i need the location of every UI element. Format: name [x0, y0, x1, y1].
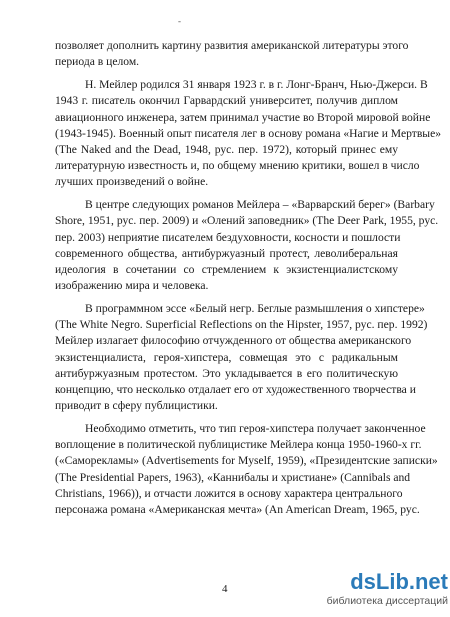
text-line: воплощение в политической публицистике Мейлера конца 1950-1960-х гг. [55, 438, 422, 452]
text-line: персонажа романа «Американская мечта» (An American Dream, 1965, рус. [55, 502, 420, 516]
text-line: идеология в сочетании со стремлением к экзистенциалистскому [55, 262, 398, 276]
text-line: (The Presidential Papers, 1963), «Каннибалы и христиане» (Cannibals and [55, 470, 411, 484]
text-line: Shore, 1951, рус. пер. 2009) и «Олений заповедник» (The Deer Park, 1955, рус. [55, 214, 439, 228]
paragraph-gap [55, 294, 398, 301]
text-line: приводит в сферу публицистики. [55, 398, 218, 412]
paragraph-gap [55, 414, 398, 421]
text-line: антибуржуазным протестом. Это укладывается в его политическую [55, 366, 398, 380]
text-line: авиационного инженера, затем принимал участие во Второй мировой войне [55, 110, 431, 124]
text-line: («Саморекламы» (Advertisements for Myself, 1959), «Президентские записки» [55, 454, 438, 468]
text-line: Christians, 1966)), и отчасти ложится в основу характера центрального [55, 486, 403, 500]
paragraph-gap [55, 190, 398, 197]
body-text [55, 38, 442, 518]
text-line: (The White Negro. Superficial Reflections on the Hipster, 1957, рус. пер. 1992) [55, 318, 428, 332]
text-line: концепцию, что несколько отдалает его от художественного творчества и [55, 382, 416, 396]
text-line: периода в целом. [55, 55, 140, 69]
text-line: пер. 2003) неприятие писателем бездуховности, косности и пошлости [55, 230, 401, 244]
text-line: Необходимо отметить, что тип героя-хипстера получает законченное [85, 422, 426, 436]
text-line: (The Naked and the Dead, 1948, рус. пер. 1972), который принес ему [55, 142, 398, 156]
text-line: В программном эссе «Белый негр. Беглые размышления о хипстере» [85, 302, 425, 316]
watermark-subtitle: библиотека диссертаций [326, 595, 448, 607]
text-line: экзистенциалиста, героя-хипстера, совмещая это с радикальным [55, 350, 398, 364]
text-line: литературную известность и, по общему мнению критики, вошел в число [55, 158, 420, 172]
text-line: позволяет дополнить картину развития американской литературы этого [55, 39, 409, 52]
text-line: лучших произведений о войне. [55, 175, 209, 189]
page-number: 4 [222, 583, 228, 595]
text-line: (1943-1945). Военный опыт писателя лег в основу романа «Нагие и Мертвые» [55, 126, 442, 140]
text-line: Мейлер излагает философию отчужденного от общества американского [55, 334, 412, 348]
text-line: 1943 г. писатель окончил Гарвардский университет, получив диплом [55, 94, 398, 108]
header-mark: - [178, 16, 181, 26]
text-line: изображению мира и человека. [55, 278, 209, 292]
watermark-logo: dsLib.net [350, 569, 448, 594]
text-line: современного общества, антибуржуазный протест, леволиберальная [55, 246, 398, 260]
text-line: Н. Мейлер родился 31 января 1923 г. в г. Лонг-Бранч, Нью-Джерси. В [85, 78, 428, 92]
paragraph-gap [55, 70, 398, 77]
watermark [318, 570, 448, 614]
text-line: В центре следующих романов Мейлера – «Варварский берег» (Barbary [85, 198, 435, 212]
